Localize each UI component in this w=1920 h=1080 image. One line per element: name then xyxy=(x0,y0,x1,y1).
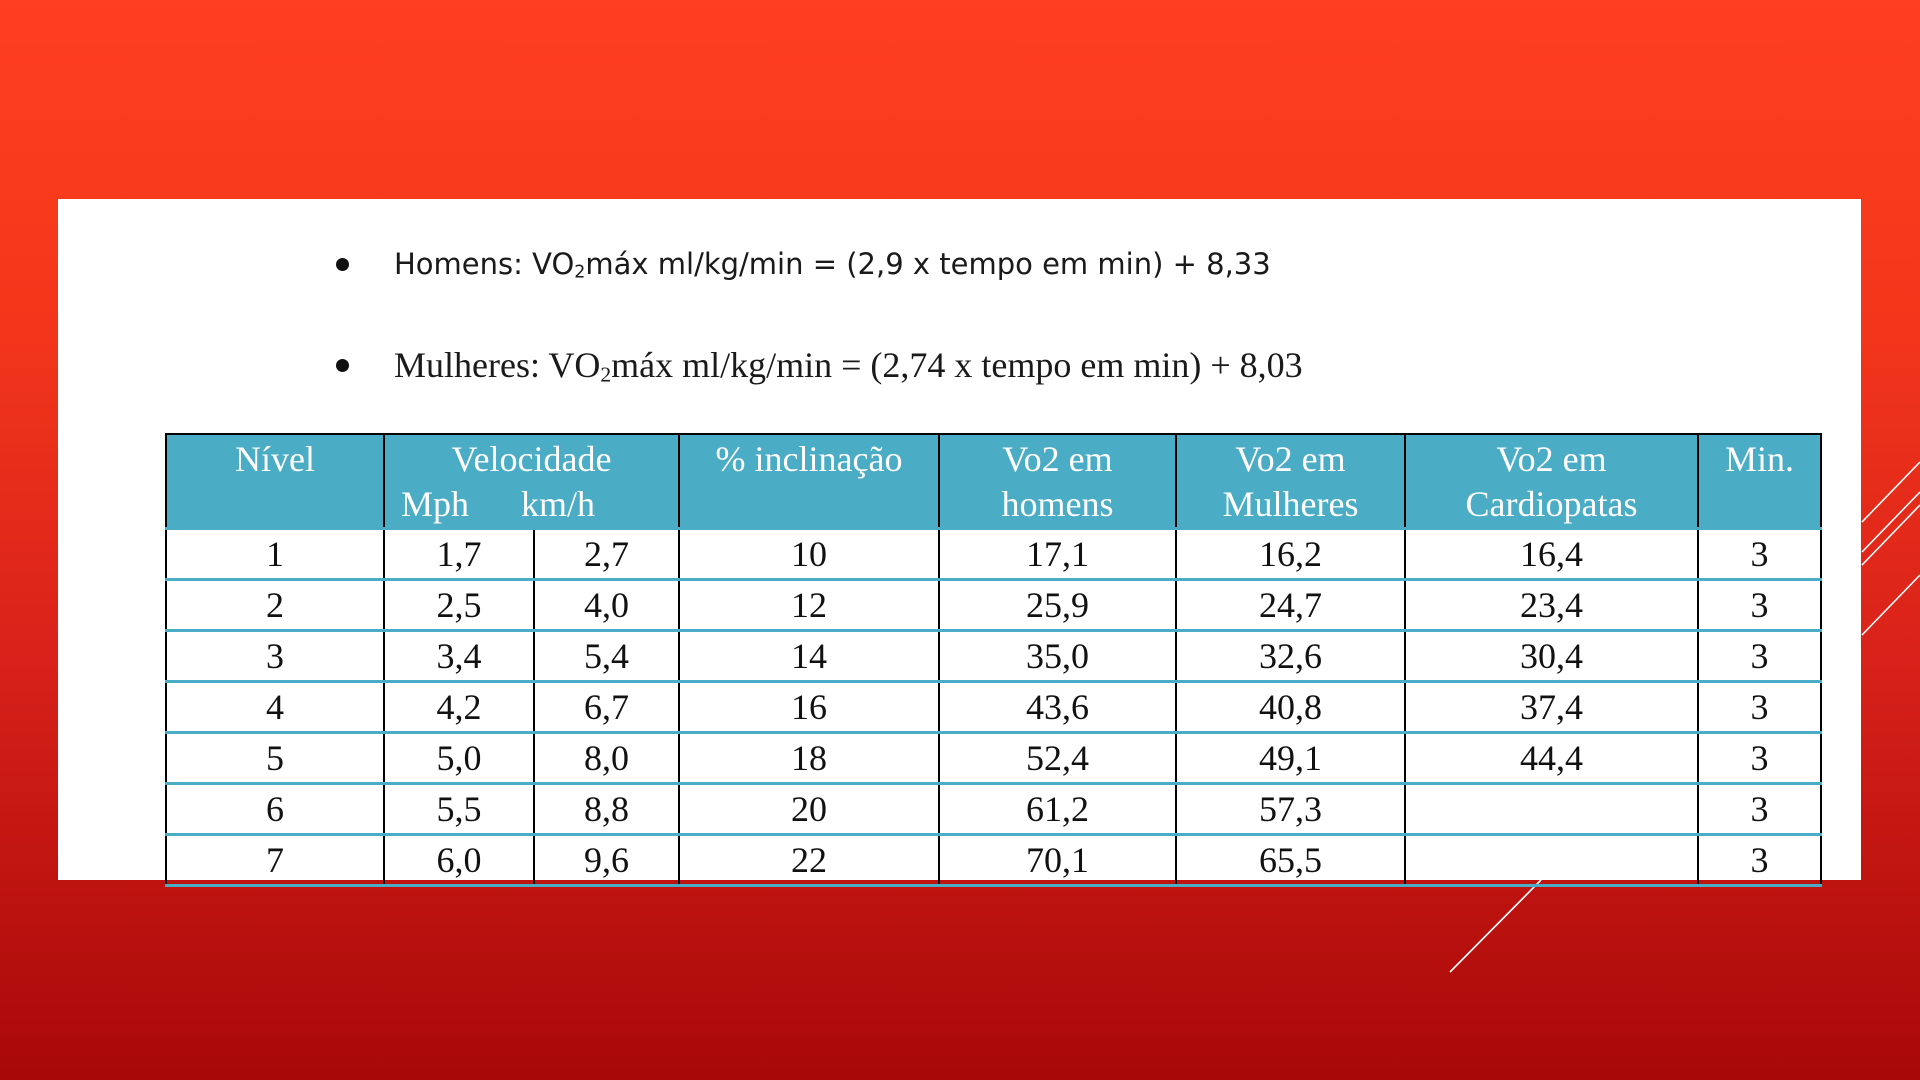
table-row: 2 2,5 4,0 12 25,9 24,7 23,4 3 xyxy=(166,580,1821,631)
deco-line xyxy=(1862,575,1920,635)
bullet-icon xyxy=(336,359,349,372)
bullet-icon xyxy=(336,258,349,271)
deco-line xyxy=(1862,492,1920,552)
table-row: 3 3,4 5,4 14 35,0 32,6 30,4 3 xyxy=(166,631,1821,682)
header-nivel: Nível xyxy=(166,434,384,529)
deco-line xyxy=(1450,880,1541,972)
header-min: Min. xyxy=(1698,434,1821,529)
header-vo2-cardiopatas: Vo2 em Cardiopatas xyxy=(1405,434,1698,529)
table-header-row xyxy=(166,434,1821,529)
table-row: 6 5,5 8,8 20 61,2 57,3 3 xyxy=(166,784,1821,835)
formula-text: Mulheres: $VO_2máx$ ml/kg/min = (2,74 x tempo em min) + 8,03 xyxy=(394,345,1303,387)
table-row: 7 6,0 9,6 22 70,1 65,5 3 xyxy=(166,835,1821,886)
header-inclinacao: % inclinação xyxy=(679,434,939,529)
table-row: 1 1,7 2,7 10 17,1 16,2 16,4 3 xyxy=(166,529,1821,580)
header-velocidade xyxy=(384,434,679,529)
header-vo2-homens: Vo2 em homens xyxy=(939,434,1176,529)
header-vo2-mulheres: Vo2 em Mulheres xyxy=(1176,434,1405,529)
header-kmh: km/h xyxy=(521,484,596,524)
formula-mulheres xyxy=(336,344,1303,387)
table-row: 5 5,0 8,0 18 52,4 49,1 44,4 3 xyxy=(166,733,1821,784)
header-velocidade-label: Velocidade xyxy=(451,439,612,479)
formula-homens xyxy=(336,247,1271,282)
deco-line xyxy=(1862,505,1920,565)
vo2-table xyxy=(165,433,1822,887)
table-row: 4 4,2 6,7 16 43,6 40,8 37,4 3 xyxy=(166,682,1821,733)
deco-line xyxy=(1862,462,1920,522)
header-mph: Mph xyxy=(401,484,470,524)
formula-text: Homens: $VO_2máx$ ml/kg/min = (2,9 x tempo em min) + 8,33 xyxy=(394,247,1271,283)
